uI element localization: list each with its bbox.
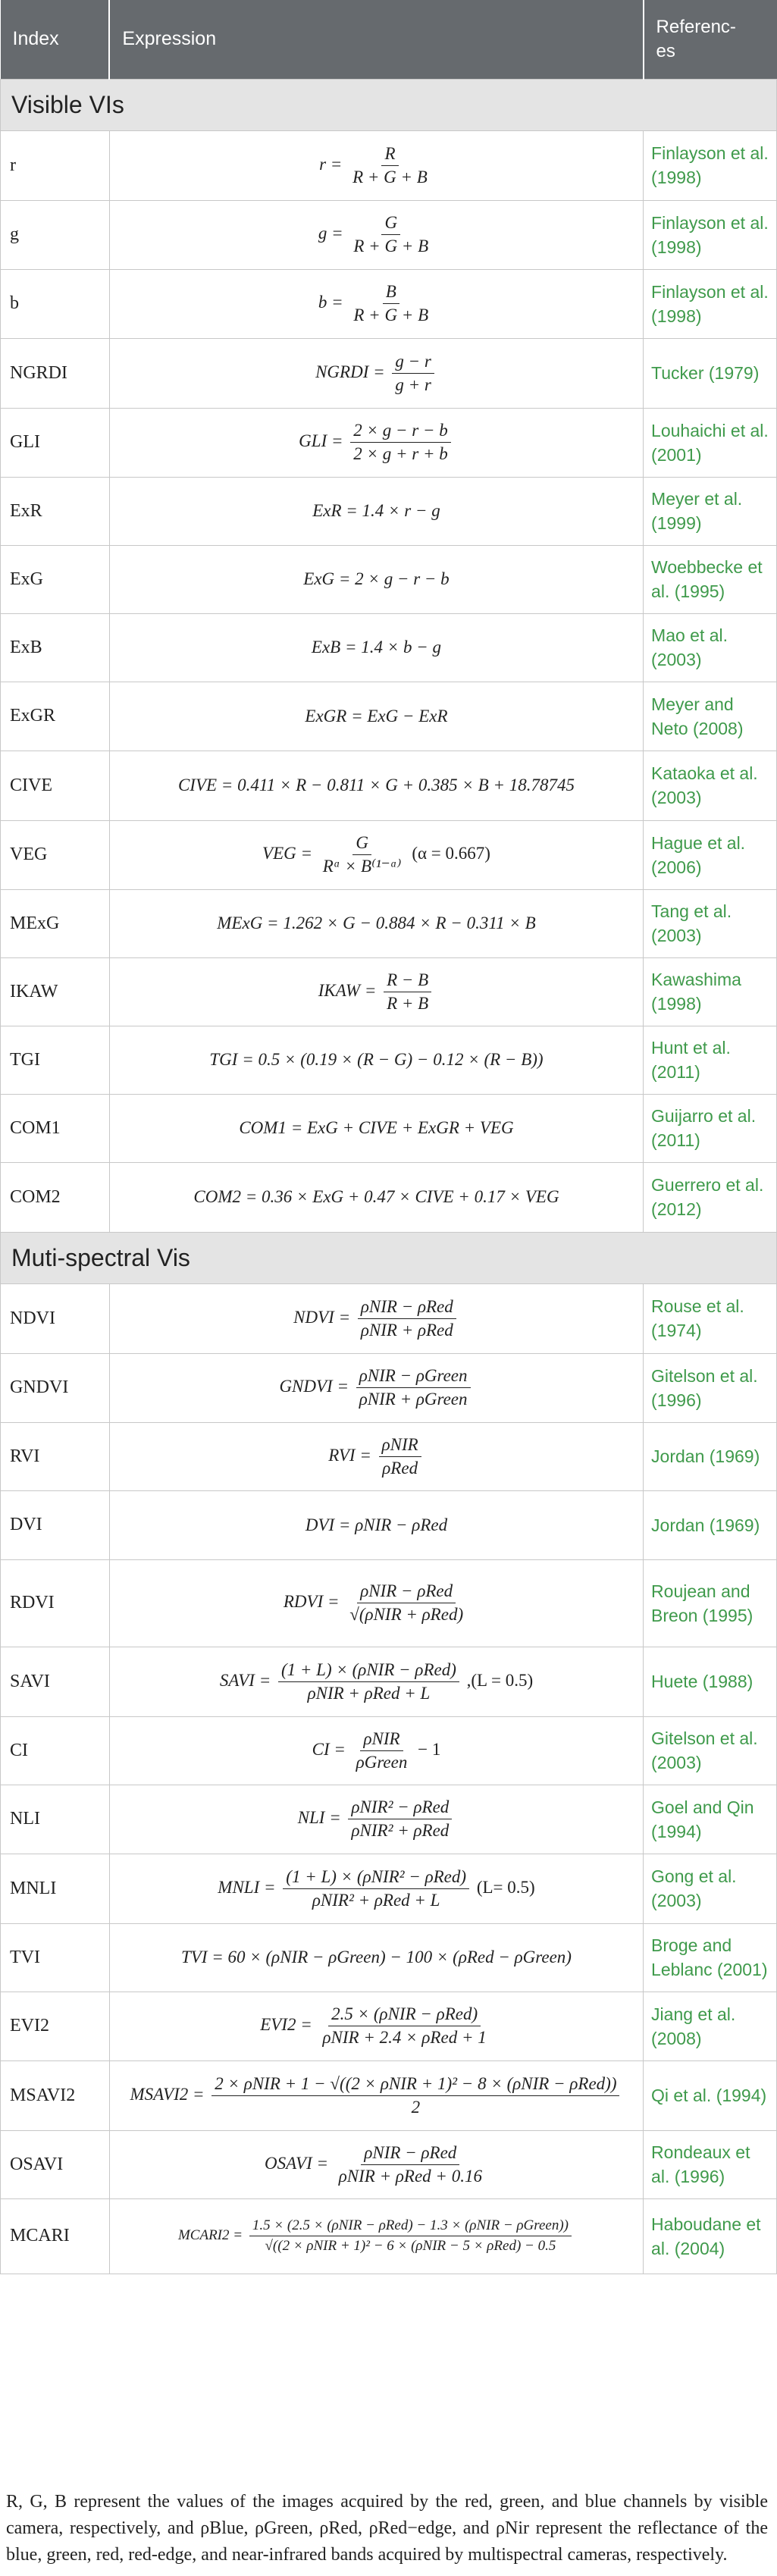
expression-text: MExG = 1.262 × G − 0.884 × R − 0.311 × B	[217, 914, 536, 932]
index-cell: MExG	[1, 889, 110, 957]
denominator: g + r	[395, 374, 431, 394]
table-row	[1, 2198, 777, 2274]
table-row	[1, 889, 777, 957]
header-expression: Expression	[109, 0, 643, 79]
table-row	[1, 2130, 777, 2198]
index-cell: NDVI	[1, 1283, 110, 1353]
reference-link[interactable]: Haboudane et al. (2004)	[644, 2198, 777, 2274]
expression-cell	[109, 1785, 643, 1854]
table-row	[1, 200, 777, 269]
expression-lhs: GLI =	[299, 431, 348, 450]
numerator: ρNIR − ρRed	[361, 2143, 459, 2165]
fraction	[346, 1581, 466, 1625]
expression-lhs: IKAW =	[318, 980, 381, 1000]
expression-cell	[109, 889, 643, 957]
table-row	[1, 338, 777, 408]
expression-suffix: (α = 0.667)	[407, 843, 490, 863]
table-row	[1, 1353, 777, 1422]
fraction	[384, 970, 431, 1014]
fraction	[356, 1366, 471, 1409]
reference-link[interactable]: Jordan (1969)	[644, 1422, 777, 1490]
expression-lhs: VEG =	[262, 843, 317, 863]
expression-cell	[109, 1854, 643, 1923]
expression-lhs: RVI =	[328, 1445, 376, 1465]
fraction	[349, 144, 431, 187]
reference-link[interactable]: Woebbecke et al. (1995)	[644, 545, 777, 613]
table-row	[1, 1716, 777, 1785]
expression-suffix: − 1	[413, 1739, 441, 1759]
table-row	[1, 1026, 777, 1094]
reference-link[interactable]: Gitelson et al. (2003)	[644, 1716, 777, 1785]
denominator: 2	[411, 2097, 421, 2117]
denominator: R + B	[387, 993, 429, 1013]
section-title: Visible VIs	[1, 79, 777, 130]
reference-link[interactable]: Huete (1988)	[644, 1647, 777, 1716]
reference-link[interactable]: Finlayson et al. (1998)	[644, 200, 777, 269]
fraction	[379, 1435, 421, 1478]
table-row	[1, 545, 777, 613]
table-row	[1, 1283, 777, 1353]
fraction	[320, 833, 405, 876]
expression-cell	[109, 1162, 643, 1232]
expression-cell	[109, 1923, 643, 1992]
numerator: ρNIR	[360, 1729, 403, 1751]
expression-lhs: RDVI =	[283, 1591, 344, 1611]
table-row	[1, 957, 777, 1026]
expression-cell	[109, 130, 643, 200]
index-cell: GNDVI	[1, 1353, 110, 1422]
table-row	[1, 1162, 777, 1232]
index-cell: NGRDI	[1, 338, 110, 408]
numerator: (1 + L) × (ρNIR − ρRed)	[278, 1660, 459, 1682]
expression-text: DVI = ρNIR − ρRed	[305, 1515, 448, 1534]
reference-link[interactable]: Qi et al. (1994)	[644, 2060, 777, 2130]
table-row	[1, 2060, 777, 2130]
numerator: G	[352, 833, 371, 855]
index-cell: CI	[1, 1716, 110, 1785]
fraction	[336, 2143, 485, 2186]
expression-cell	[109, 1647, 643, 1716]
numerator: R	[381, 144, 398, 166]
table-row	[1, 408, 777, 477]
reference-link[interactable]: Guijarro et al. (2011)	[644, 1094, 777, 1162]
expression-lhs: GNDVI =	[279, 1376, 353, 1396]
index-cell: CIVE	[1, 751, 110, 820]
expression-lhs: EVI2 =	[260, 2014, 317, 2034]
table-row	[1, 1992, 777, 2060]
expression-suffix: ,(L = 0.5)	[462, 1670, 534, 1690]
expression-cell	[109, 269, 643, 338]
expression-text: ExB = 1.4 × b − g	[311, 638, 442, 657]
numerator: 2.5 × (ρNIR − ρRed)	[328, 2004, 481, 2026]
reference-link[interactable]: Mao et al. (2003)	[644, 613, 777, 682]
expression-text: CIVE = 0.411 × R − 0.811 × G + 0.385 × B + 18.78745	[177, 776, 575, 794]
expression-lhs: OSAVI =	[265, 2153, 333, 2173]
reference-link[interactable]: Rondeaux et al. (1996)	[644, 2130, 777, 2198]
section-title: Muti-spectral Vis	[1, 1232, 777, 1283]
numerator: ρNIR − ρGreen	[356, 1366, 471, 1388]
index-cell: g	[1, 200, 110, 269]
table-row	[1, 1854, 777, 1923]
table-row	[1, 1094, 777, 1162]
reference-link[interactable]: Tucker (1979)	[644, 338, 777, 408]
fraction	[358, 1297, 456, 1340]
fraction	[350, 421, 451, 464]
fraction	[249, 2217, 572, 2255]
table-row	[1, 1559, 777, 1647]
table-row	[1, 1923, 777, 1992]
reference-link[interactable]: Hague et al. (2006)	[644, 820, 777, 889]
reference-link[interactable]: Goel and Qin (1994)	[644, 1785, 777, 1854]
expression-cell	[109, 682, 643, 751]
fraction	[348, 1797, 452, 1841]
table-row	[1, 269, 777, 338]
expression-lhs: b =	[318, 292, 348, 312]
denominator: 2 × g + r + b	[353, 444, 448, 463]
denominator: √((2 × ρNIR + 1)² − 6 × (ρNIR − 5 × ρRed) − 0.5	[265, 2238, 556, 2254]
index-cell: ExR	[1, 477, 110, 545]
expression-cell	[109, 545, 643, 613]
table-row	[1, 613, 777, 682]
expression-lhs: g =	[318, 223, 348, 243]
denominator: ρNIR² + ρRed + L	[312, 1890, 440, 1910]
numerator: 2 × g − r − b	[350, 421, 451, 443]
expression-cell	[109, 957, 643, 1026]
table-row	[1, 751, 777, 820]
denominator: ρNIR + ρRed + 0.16	[338, 2166, 482, 2186]
table-row	[1, 682, 777, 751]
index-cell: TVI	[1, 1923, 110, 1992]
header-references: Referenc- es	[644, 0, 777, 79]
fraction	[350, 282, 431, 325]
denominator: R + G + B	[353, 237, 429, 255]
expression-cell	[109, 751, 643, 820]
fraction	[278, 1660, 459, 1703]
expression-lhs: r =	[319, 154, 347, 174]
expression-suffix: (L= 0.5)	[472, 1877, 535, 1897]
numerator: G	[381, 213, 400, 235]
denominator: R + G + B	[352, 167, 428, 186]
expression-cell	[109, 1559, 643, 1647]
expression-cell	[109, 338, 643, 408]
expression-lhs: MSAVI2 =	[130, 2084, 209, 2104]
numerator: B	[383, 282, 399, 304]
fraction	[392, 352, 434, 395]
denominator: ρNIR + ρGreen	[359, 1390, 468, 1409]
reference-link[interactable]: Gong et al. (2003)	[644, 1854, 777, 1923]
index-cell: b	[1, 269, 110, 338]
expression-cell	[109, 2130, 643, 2198]
denominator: R + G + B	[353, 306, 429, 324]
reference-link[interactable]: Meyer and Neto (2008)	[644, 682, 777, 751]
expression-cell	[109, 1422, 643, 1490]
denominator: √(ρNIR + ρRed)	[349, 1605, 464, 1624]
index-cell: ExG	[1, 545, 110, 613]
denominator: ρNIR + 2.4 × ρRed + 1	[322, 2028, 487, 2047]
expression-lhs: SAVI =	[219, 1670, 275, 1690]
expression-cell	[109, 1992, 643, 2060]
table-row	[1, 820, 777, 889]
reference-link[interactable]: Kataoka et al. (2003)	[644, 751, 777, 820]
reference-link[interactable]: Jordan (1969)	[644, 1490, 777, 1559]
expression-lhs: MCARI2 =	[177, 2227, 246, 2243]
numerator: (1 + L) × (ρNIR² − ρRed)	[283, 1867, 469, 1889]
expression-lhs: NDVI =	[293, 1307, 355, 1327]
expression-cell	[109, 408, 643, 477]
expression-cell	[109, 200, 643, 269]
expression-lhs: NGRDI =	[315, 362, 390, 381]
table-body	[1, 79, 777, 2274]
table-row	[1, 1490, 777, 1559]
denominator: ρNIR + ρRed + L	[307, 1683, 431, 1703]
denominator: ρNIR + ρRed	[360, 1320, 453, 1340]
reference-link[interactable]: Louhaichi et al. (2001)	[644, 408, 777, 477]
table-row	[1, 1647, 777, 1716]
reference-link[interactable]: Hunt et al. (2011)	[644, 1026, 777, 1094]
expression-text: COM1 = ExG + CIVE + ExGR + VEG	[239, 1118, 514, 1137]
numerator: ρNIR² − ρRed	[348, 1797, 452, 1819]
fraction	[320, 2004, 490, 2048]
reference-link[interactable]: Rouse et al. (1974)	[644, 1283, 777, 1353]
index-cell: TGI	[1, 1026, 110, 1094]
index-cell: RDVI	[1, 1559, 110, 1647]
index-cell: MNLI	[1, 1854, 110, 1923]
index-cell: IKAW	[1, 957, 110, 1026]
index-cell: NLI	[1, 1785, 110, 1854]
index-cell: MCARI	[1, 2198, 110, 2274]
expression-text: ExR = 1.4 × r − g	[312, 501, 440, 520]
index-cell: COM2	[1, 1162, 110, 1232]
expression-text: TGI = 0.5 × (0.19 × (R − G) − 0.12 × (R − B))	[209, 1050, 544, 1069]
numerator: 1.5 × (2.5 × (ρNIR − ρRed) − 1.3 × (ρNIR − ρGreen))	[249, 2217, 572, 2236]
denominator: Rᵅ × B⁽¹⁻ᵅ⁾	[322, 857, 402, 876]
reference-link[interactable]: Kawashima (1998)	[644, 957, 777, 1026]
expression-text: COM2 = 0.36 × ExG + 0.47 × CIVE + 0.17 × VEG	[193, 1187, 559, 1206]
expression-cell	[109, 477, 643, 545]
index-cell: ExB	[1, 613, 110, 682]
fraction	[211, 2074, 619, 2117]
index-cell: COM1	[1, 1094, 110, 1162]
expression-cell	[109, 1716, 643, 1785]
table-footnote: R, G, B represent the values of the images acquired by the red, green, and blue channels by visible camera, respectively, and ρBlue, ρGreen, ρRed, ρRed−edge, and ρNir represent the reflectance of the blue, green, red, red-edge, and near-infrared bands acquired by multispectral cameras, respectively.	[6, 2492, 768, 2565]
index-cell: SAVI	[1, 1647, 110, 1716]
fraction	[283, 1867, 469, 1910]
expression-lhs: CI =	[312, 1739, 350, 1759]
index-cell: VEG	[1, 820, 110, 889]
index-cell: r	[1, 130, 110, 200]
expression-cell	[109, 1094, 643, 1162]
index-cell: DVI	[1, 1490, 110, 1559]
expression-cell	[109, 1283, 643, 1353]
denominator: ρNIR² + ρRed	[351, 1821, 450, 1840]
numerator: g − r	[392, 352, 434, 374]
numerator: 2 × ρNIR + 1 − √((2 × ρNIR + 1)² − 8 × (ρNIR − ρRed))	[211, 2074, 619, 2096]
index-cell: OSAVI	[1, 2130, 110, 2198]
index-cell: RVI	[1, 1422, 110, 1490]
reference-link[interactable]: Guerrero et al. (2012)	[644, 1162, 777, 1232]
index-cell: GLI	[1, 408, 110, 477]
reference-link[interactable]: Broge and Leblanc (2001)	[644, 1923, 777, 1992]
table-row	[1, 1785, 777, 1854]
numerator: ρNIR − ρRed	[358, 1297, 456, 1319]
expression-cell	[109, 1490, 643, 1559]
expression-cell	[109, 1026, 643, 1094]
section-row	[1, 79, 777, 130]
table-row	[1, 1422, 777, 1490]
table-row	[1, 130, 777, 200]
expression-cell	[109, 1353, 643, 1422]
reference-link[interactable]: Jiang et al. (2008)	[644, 1992, 777, 2060]
table-row	[1, 477, 777, 545]
fraction	[353, 1729, 411, 1772]
section-row	[1, 1232, 777, 1283]
expression-cell	[109, 820, 643, 889]
reference-link[interactable]: Finlayson et al. (1998)	[644, 130, 777, 200]
expression-lhs: MNLI =	[218, 1877, 280, 1897]
numerator: R − B	[384, 970, 431, 992]
numerator: ρNIR − ρRed	[357, 1581, 456, 1603]
expression-text: ExG = 2 × g − r − b	[303, 569, 450, 588]
header-index: Index	[1, 0, 110, 79]
index-cell: MSAVI2	[1, 2060, 110, 2130]
expression-cell	[109, 2060, 643, 2130]
fraction	[350, 213, 431, 256]
reference-link[interactable]: Meyer et al. (1999)	[644, 477, 777, 545]
reference-link[interactable]: Gitelson et al. (1996)	[644, 1353, 777, 1422]
expression-text: TVI = 60 × (ρNIR − ρGreen) − 100 × (ρRed − ρGreen)	[180, 1948, 572, 1966]
expression-cell	[109, 2198, 643, 2274]
denominator: ρRed	[382, 1458, 418, 1478]
index-cell: ExGR	[1, 682, 110, 751]
reference-link[interactable]: Finlayson et al. (1998)	[644, 269, 777, 338]
reference-link[interactable]: Roujean and Breon (1995)	[644, 1559, 777, 1647]
expression-lhs: NLI =	[297, 1807, 346, 1827]
expression-text: ExGR = ExG − ExR	[305, 706, 448, 725]
denominator: ρGreen	[356, 1752, 408, 1772]
index-cell: EVI2	[1, 1992, 110, 2060]
reference-link[interactable]: Tang et al. (2003)	[644, 889, 777, 957]
expression-cell	[109, 613, 643, 682]
numerator: ρNIR	[379, 1435, 421, 1457]
table-header-row	[1, 0, 777, 79]
